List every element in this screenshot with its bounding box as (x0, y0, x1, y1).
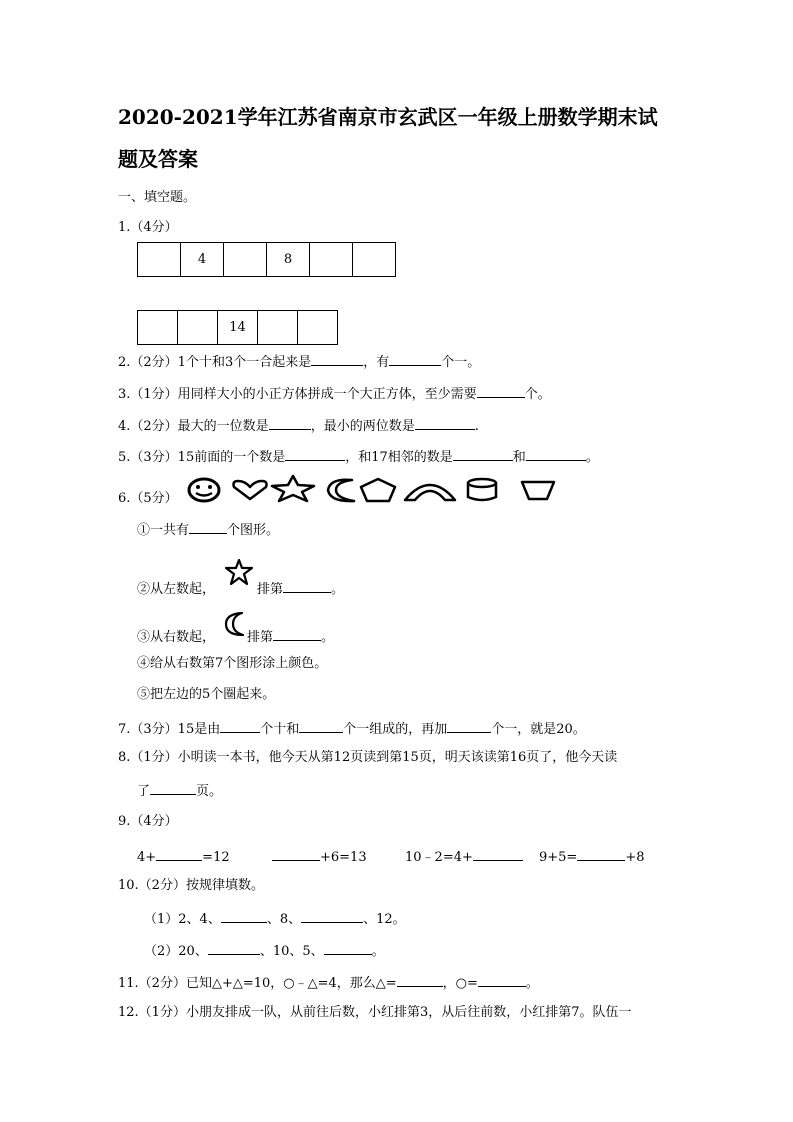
answer-blank[interactable] (477, 383, 525, 398)
answer-blank[interactable] (299, 718, 343, 733)
smiley-icon (186, 476, 222, 504)
answer-blank[interactable] (150, 780, 196, 795)
q9-equation-1: 4+ =12 (137, 846, 230, 867)
answer-blank[interactable] (301, 908, 363, 923)
trapezoid-icon (520, 479, 556, 501)
q9-equation-3: 10﹣2=4+ (405, 846, 523, 867)
answer-blank[interactable] (478, 972, 526, 987)
number-box: 8 (267, 243, 310, 277)
number-box[interactable] (138, 243, 181, 277)
page-title: 2020-2021学年江苏省南京市玄武区一年级上册数学期末试 (118, 105, 658, 129)
moon-icon (322, 476, 358, 504)
q6-sub-3: ③从右数起， 排第 。 (137, 626, 334, 647)
q10-part-2: （2）20、 、10、5、 。 (144, 940, 385, 961)
number-box[interactable] (138, 311, 178, 345)
q9-equation-4: 9+5= +8 (539, 846, 645, 867)
question-3: 3.（1分）用同样大小的小正方体拼成一个大正方体，至少需要 个。 (118, 383, 551, 404)
page-title-line2: 题及答案 (118, 147, 198, 171)
question-5: 5.（3分）15前面的一个数是 ，和17相邻的数是 和 。 (118, 446, 599, 467)
answer-blank[interactable] (389, 351, 441, 366)
question-4: 4.（2分）最大的一位数是 ，最小的两位数是 . (118, 415, 479, 436)
pentagon-icon (358, 477, 398, 503)
q9-label: 9.（4分） (118, 814, 178, 829)
q6-sub-2: ②从左数起， 排第 。 (137, 578, 344, 599)
question-8-cont: 了 页。 (137, 780, 222, 801)
answer-blank[interactable] (447, 718, 491, 733)
answer-blank[interactable] (208, 940, 260, 955)
star-icon (224, 558, 254, 586)
answer-blank[interactable] (272, 846, 320, 861)
cylinder-icon (465, 477, 499, 503)
answer-blank[interactable] (269, 415, 311, 430)
question-7: 7.（3分）15是由 个十和 个一组成的，再加 个一，就是20。 (118, 718, 586, 739)
q6-sub-5: ⑤把左边的5个圈起来。 (137, 687, 276, 702)
question-11: 11.（2分）已知△+△=10，○﹣△=4，那么△= ，○= 。 (118, 972, 539, 993)
question-2: 2.（2分）1个十和3个一合起来是 ，有 个一。 (118, 351, 480, 372)
q10-part-1: （1）2、4、 、8、 、12。 (144, 908, 406, 929)
number-box[interactable] (178, 311, 218, 345)
answer-blank[interactable] (526, 446, 586, 461)
number-box[interactable] (353, 243, 396, 277)
star-icon (270, 474, 316, 502)
answer-blank[interactable] (453, 446, 513, 461)
q1-number-boxes-row2 (137, 310, 338, 345)
answer-blank[interactable] (220, 718, 260, 733)
q9-equation-2: +6=13 (272, 846, 367, 867)
number-box[interactable] (224, 243, 267, 277)
q6-sub-4: ④给从右数第7个图形涂上颜色。 (137, 656, 328, 671)
q1-label: 1.（4分） (118, 220, 178, 235)
answer-blank[interactable] (473, 846, 523, 861)
answer-blank[interactable] (285, 446, 345, 461)
section-heading: 一、填空题。 (118, 190, 197, 205)
arch-icon (403, 476, 457, 504)
number-box[interactable] (298, 311, 338, 345)
answer-blank[interactable] (577, 846, 625, 861)
q6-sub-1: ①一共有 个图形。 (137, 519, 279, 540)
q1-number-boxes-row1 (137, 242, 396, 277)
question-12: 12.（1分）小朋友排成一队，从前往后数，小红排第3，从后往前数，小红排第7。队伍一 (118, 1005, 632, 1020)
answer-blank[interactable] (273, 626, 321, 641)
moon-icon (222, 610, 248, 638)
answer-blank[interactable] (397, 972, 443, 987)
number-box[interactable] (310, 243, 353, 277)
answer-blank[interactable] (283, 578, 331, 593)
q6-label: 6.（5分） (118, 491, 178, 506)
q10-label: 10.（2分）按规律填数。 (118, 878, 264, 893)
heart-icon (230, 478, 270, 502)
question-8: 8.（1分）小明读一本书，他今天从第12页读到第15页，明天该读第16页了，他今天读 (118, 750, 618, 765)
answer-blank[interactable] (156, 846, 202, 861)
number-box[interactable] (258, 311, 298, 345)
number-box: 4 (181, 243, 224, 277)
answer-blank[interactable] (415, 415, 475, 430)
answer-blank[interactable] (189, 519, 227, 534)
number-box: 14 (218, 311, 258, 345)
answer-blank[interactable] (311, 351, 363, 366)
answer-blank[interactable] (324, 940, 372, 955)
answer-blank[interactable] (221, 908, 267, 923)
